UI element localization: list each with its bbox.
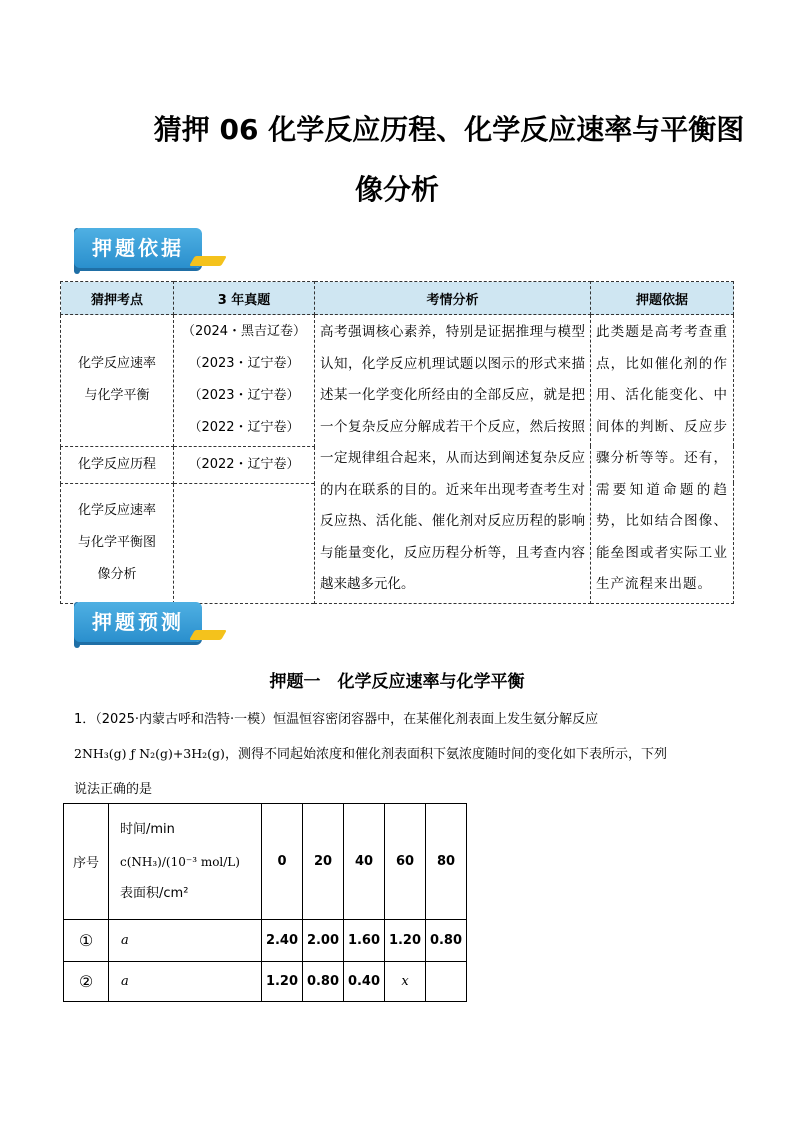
topic-cell-2: 化学反应历程 [61,446,174,483]
topic-line: 与化学平衡图 [77,535,156,551]
time-header: 20 [303,804,344,920]
topic-line: 化学反应速率 [77,356,156,372]
data-table [63,803,467,1002]
time-header: 0 [262,804,303,920]
value-cell: 1.60 [344,920,385,962]
basis-table [60,281,734,604]
value-cell: 1.20 [262,962,303,1002]
header-line: c(NH₃)/(10⁻³ mol/L) [120,854,240,869]
value-cell [426,962,467,1002]
time-header: 40 [344,804,385,920]
col-index-header: 序号 [64,804,109,920]
question-lead: 1．（2025·内蒙古呼和浩特·一模）恒温恒容密闭容器中，在某催化剂表面上发生氨分解反应 [74,712,599,727]
banner-basis [74,226,222,276]
basis-cell: 此类题是高考考查重点，比如催化剂的作用、活化能变化、中间体的判断、反应步骤分析等等。还有，需要知道命题的趋势，比如结合图像、能垒图或者实际工业生产流程来出题。 [591,315,734,604]
value-cell: 2.00 [303,920,344,962]
reaction-equation: 2NH₃(g) ƒ N₂(g)+3H₂(g) [74,746,225,761]
section-title: 押题一 化学反应速率与化学平衡 [269,672,525,692]
exam-item: （2022・辽宁卷） [188,420,300,436]
pencil-icon [189,630,227,640]
question-cont: ，测得不同起始浓度和催化剂表面积下氨浓度随时间的变化如下表所示，下列 [224,747,667,762]
value-cell: 0.80 [303,962,344,1002]
time-header: 80 [426,804,467,920]
value-cell: 1.20 [385,920,426,962]
area-cell: a [109,962,262,1002]
topic-cell-3 [61,483,174,603]
page-title-line2: 像分析 [354,173,439,206]
analysis-cell: 高考强调核心素养，特别是证据推理与模型认知，化学反应机理试题以图示的形式来描述某一化学变化所经由的全部反应，就是把一个复杂反应分解成若干个反应，然后按照一定规律组合起来，从而达到阐述复杂反应的内在联系的目的。近来年出现考查考生对反应热、活化能、催化剂对反应历程的影响与能量变化，反应历程分析等，且考查内容越来越多元化。 [315,315,591,604]
pencil-icon [189,256,227,266]
question-line3: 说法正确的是 [74,782,153,797]
banner-prediction [74,600,222,650]
value-cell: 2.40 [262,920,303,962]
page-title-line1: 猜押 06 化学反应历程、化学反应速率与平衡图 [153,113,745,146]
exam-item: （2023・辽宁卷） [188,388,300,404]
topic-cell-1 [61,315,174,447]
topic-line: 与化学平衡 [84,388,150,404]
value-cell: 0.40 [344,962,385,1002]
header-line: 时间/min [120,821,175,837]
row-index: ① [64,920,109,962]
question-line2 [74,743,667,762]
banner-bar [74,602,202,642]
banner-label: 押题依据 [92,236,184,260]
time-header: 60 [385,804,426,920]
composite-header [109,804,262,920]
header-analysis: 考情分析 [315,282,591,315]
exams-cell-1 [174,315,315,447]
row-index: ② [64,962,109,1002]
topic-line: 像分析 [97,567,137,583]
header-exams: 3 年真题 [174,282,315,315]
header-topic: 猜押考点 [61,282,174,315]
banner-bar [74,228,202,268]
value-cell: 0.80 [426,920,467,962]
topic-line: 化学反应速率 [77,503,156,519]
exam-item: （2023・辽宁卷） [188,356,300,372]
value-cell: x [385,962,426,1002]
exam-item: （2024・黑吉辽卷） [181,324,307,340]
banner-label: 押题预测 [92,610,184,634]
area-cell: a [109,920,262,962]
exams-cell-2: （2022・辽宁卷） [174,446,315,483]
header-line: 表面积/cm² [120,885,189,901]
header-basis: 押题依据 [591,282,734,315]
exams-cell-3 [174,483,315,603]
